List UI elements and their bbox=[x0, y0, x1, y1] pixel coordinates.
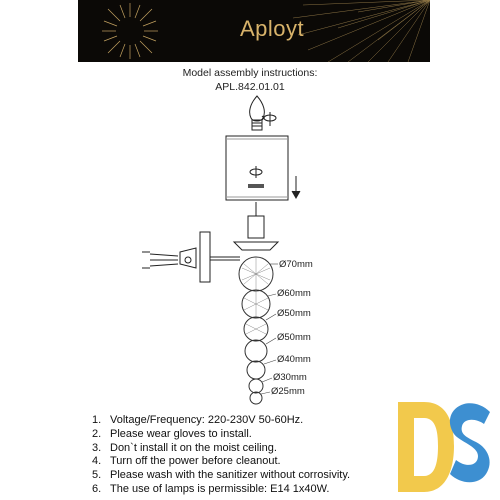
item-text: Please wash with the sanitizer without corrosivity. bbox=[110, 469, 351, 482]
letter-s-shape bbox=[450, 403, 490, 482]
list-item bbox=[92, 414, 392, 428]
list-item bbox=[92, 483, 392, 497]
down-arrow-icon bbox=[292, 176, 300, 198]
item-number: 1. bbox=[92, 414, 102, 426]
item-text: The use of lamps is permissible: E14 1x40W. bbox=[110, 482, 330, 495]
lamp-shade bbox=[226, 136, 288, 200]
list-item bbox=[92, 442, 392, 456]
bead-size-label: Ø70mm bbox=[279, 259, 313, 270]
bead-size-label: Ø30mm bbox=[273, 372, 307, 383]
item-number: 6. bbox=[92, 482, 102, 495]
item-text: Voltage/Frequency: 220-230V 50-60Hz. bbox=[110, 414, 304, 426]
bead-size-label: Ø50mm bbox=[277, 332, 311, 343]
assembly-diagram bbox=[0, 92, 500, 410]
ds-watermark-logo bbox=[394, 394, 494, 500]
item-number: 5. bbox=[92, 469, 102, 482]
bead-size-label: Ø25mm bbox=[271, 386, 305, 397]
item-number: 2. bbox=[92, 427, 102, 440]
item-number: 3. bbox=[92, 441, 102, 454]
crystal-beads bbox=[239, 257, 273, 404]
list-item bbox=[92, 428, 392, 442]
bulb-icon bbox=[250, 96, 265, 130]
item-number: 4. bbox=[92, 455, 102, 468]
item-text: Don`t install it on the moist ceiling. bbox=[110, 441, 277, 454]
item-text: Turn off the power before cleanout. bbox=[110, 455, 281, 468]
wall-bracket-icon bbox=[142, 232, 240, 282]
bead-size-label: Ø60mm bbox=[277, 288, 311, 299]
brand-banner bbox=[78, 0, 430, 62]
list-item bbox=[92, 469, 392, 483]
instructions-list bbox=[92, 414, 392, 497]
title-line: Model assembly instructions: bbox=[182, 67, 318, 79]
bead-size-label: Ø40mm bbox=[277, 354, 311, 365]
brand-name: Aployt bbox=[240, 16, 305, 41]
bead-size-label: Ø50mm bbox=[277, 308, 311, 319]
letter-d-shape bbox=[398, 402, 454, 492]
item-text: Please wear gloves to install. bbox=[110, 427, 252, 440]
model-code: APL.842.01.01 bbox=[215, 81, 285, 93]
list-item bbox=[92, 455, 392, 469]
instructions-title bbox=[0, 66, 500, 94]
